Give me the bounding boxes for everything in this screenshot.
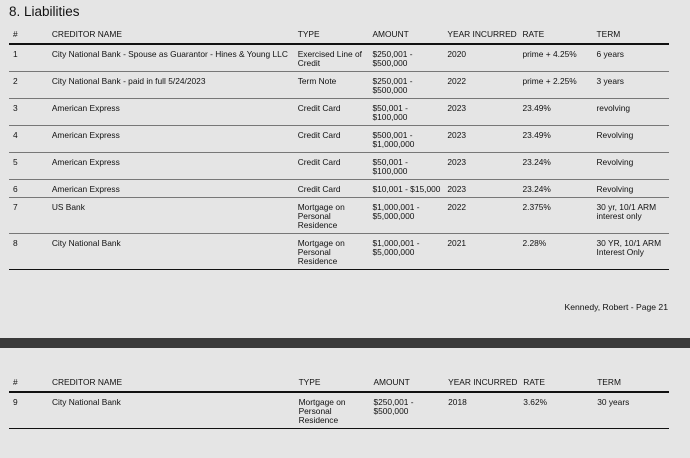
- cell-amount: $1,000,001 - $5,000,000: [368, 234, 443, 270]
- cell-term: Revolving: [593, 153, 670, 180]
- cell-number: 9: [9, 392, 48, 429]
- cell-type: Credit Card: [294, 99, 369, 126]
- cell-year: 2022: [443, 72, 518, 99]
- table-row: [9, 126, 669, 153]
- cell-creditor-name: American Express: [48, 153, 294, 180]
- table-row: [9, 99, 669, 126]
- col-header-term: TERM: [593, 378, 669, 392]
- cell-number: 1: [9, 44, 48, 72]
- cell-type: Term Note: [294, 72, 369, 99]
- col-header-year-incurred: YEAR INCURRED: [443, 30, 518, 44]
- cell-term: 3 years: [593, 72, 670, 99]
- liabilities-table-continued: [9, 378, 669, 429]
- table-row: [9, 234, 669, 270]
- table-row: [9, 198, 669, 234]
- cell-type: Exercised Line of Credit: [294, 44, 369, 72]
- cell-amount: $250,001 - $500,000: [368, 72, 443, 99]
- cell-rate: prime + 2.25%: [518, 72, 592, 99]
- col-header-number: #: [9, 30, 48, 44]
- cell-type: Mortgage on Personal Residence: [295, 392, 370, 429]
- cell-year: 2022: [443, 198, 518, 234]
- cell-term: 6 years: [593, 44, 670, 72]
- cell-rate: 2.375%: [518, 198, 592, 234]
- cell-year: 2020: [443, 44, 518, 72]
- cell-term: revolving: [593, 99, 670, 126]
- cell-creditor-name: City National Bank: [48, 234, 294, 270]
- col-header-creditor-name: CREDITOR NAME: [48, 30, 294, 44]
- document-page-2: [0, 348, 690, 458]
- cell-amount: $250,001 - $500,000: [369, 392, 444, 429]
- cell-amount: $50,001 - $100,000: [368, 99, 443, 126]
- cell-rate: prime + 4.25%: [518, 44, 592, 72]
- cell-creditor-name: City National Bank - paid in full 5/24/2023: [48, 72, 294, 99]
- page-separator: [0, 338, 690, 348]
- cell-creditor-name: American Express: [48, 180, 294, 198]
- cell-number: 4: [9, 126, 48, 153]
- col-header-rate: RATE: [518, 30, 592, 44]
- col-header-amount: AMOUNT: [368, 30, 443, 44]
- cell-rate: 23.49%: [518, 99, 592, 126]
- cell-amount: $50,001 - $100,000: [368, 153, 443, 180]
- table-header-row: [9, 378, 669, 392]
- col-header-creditor-name: CREDITOR NAME: [48, 378, 295, 392]
- cell-rate: 23.49%: [518, 126, 592, 153]
- cell-number: 5: [9, 153, 48, 180]
- cell-year: 2023: [443, 153, 518, 180]
- cell-amount: $250,001 - $500,000: [368, 44, 443, 72]
- cell-number: 7: [9, 198, 48, 234]
- cell-term: Revolving: [593, 180, 670, 198]
- col-header-type: TYPE: [295, 378, 370, 392]
- cell-year: 2023: [443, 180, 518, 198]
- cell-creditor-name: American Express: [48, 126, 294, 153]
- page-footer: Kennedy, Robert - Page 21: [564, 302, 668, 312]
- cell-type: Mortgage on Personal Residence: [294, 234, 369, 270]
- cell-type: Credit Card: [294, 153, 369, 180]
- table-row: [9, 153, 669, 180]
- cell-amount: $1,000,001 - $5,000,000: [368, 198, 443, 234]
- col-header-year-incurred: YEAR INCURRED: [444, 378, 519, 392]
- cell-term: Revolving: [593, 126, 670, 153]
- cell-rate: 23.24%: [518, 180, 592, 198]
- cell-creditor-name: City National Bank: [48, 392, 295, 429]
- table-header-row: [9, 30, 669, 44]
- col-header-rate: RATE: [519, 378, 593, 392]
- col-header-term: TERM: [593, 30, 670, 44]
- section-title: 8. Liabilities: [9, 4, 80, 19]
- cell-year: 2021: [443, 234, 518, 270]
- table-row: [9, 72, 669, 99]
- col-header-amount: AMOUNT: [369, 378, 444, 392]
- cell-rate: 23.24%: [518, 153, 592, 180]
- cell-number: 3: [9, 99, 48, 126]
- col-header-type: TYPE: [294, 30, 369, 44]
- cell-type: Credit Card: [294, 180, 369, 198]
- cell-rate: 2.28%: [518, 234, 592, 270]
- cell-term: 30 years: [593, 392, 669, 429]
- cell-amount: $500,001 - $1,000,000: [368, 126, 443, 153]
- cell-number: 8: [9, 234, 48, 270]
- table-row: [9, 392, 669, 429]
- liabilities-table: [9, 30, 669, 270]
- cell-number: 2: [9, 72, 48, 99]
- cell-year: 2023: [443, 99, 518, 126]
- table-row: [9, 180, 669, 198]
- cell-number: 6: [9, 180, 48, 198]
- cell-term: 30 YR, 10/1 ARM Interest Only: [593, 234, 670, 270]
- cell-creditor-name: US Bank: [48, 198, 294, 234]
- cell-creditor-name: City National Bank - Spouse as Guarantor - Hines & Young LLC: [48, 44, 294, 72]
- cell-year: 2018: [444, 392, 519, 429]
- col-header-number: #: [9, 378, 48, 392]
- table-row: [9, 44, 669, 72]
- cell-term: 30 yr, 10/1 ARM interest only: [593, 198, 670, 234]
- cell-amount: $10,001 - $15,000: [368, 180, 443, 198]
- cell-rate: 3.62%: [519, 392, 593, 429]
- cell-type: Credit Card: [294, 126, 369, 153]
- cell-creditor-name: American Express: [48, 99, 294, 126]
- cell-year: 2023: [443, 126, 518, 153]
- cell-type: Mortgage on Personal Residence: [294, 198, 369, 234]
